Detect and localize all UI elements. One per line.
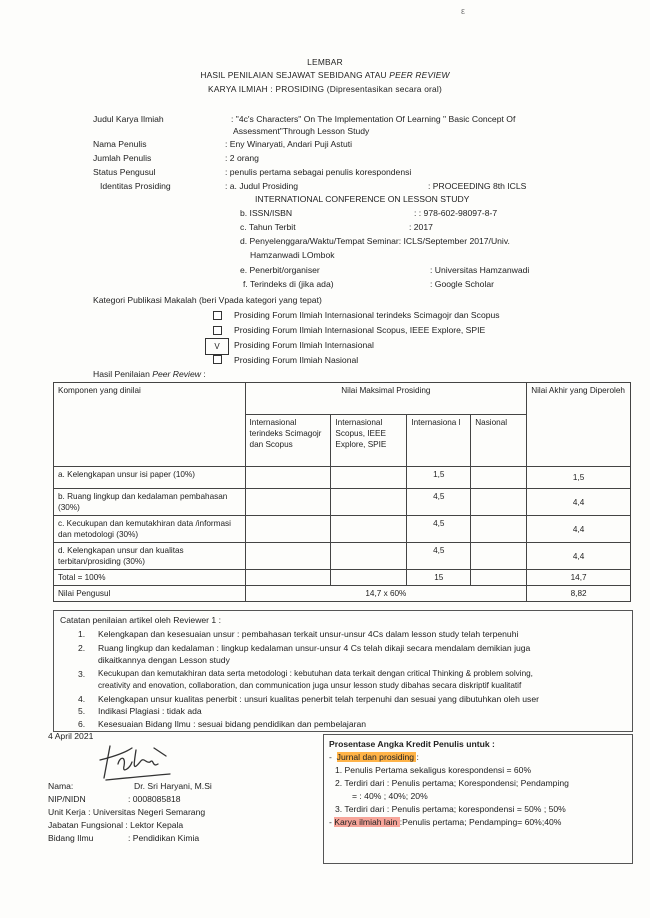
catatan-num-3: 3. (78, 669, 86, 679)
cell-akhir: 4,4 (527, 489, 631, 516)
table-row (54, 543, 631, 570)
cell (245, 543, 331, 570)
tahun-label: c. Tahun Terbit (240, 222, 296, 232)
row-label: a. Kelengkapan unsur isi paper (10%) (54, 467, 246, 489)
cell (245, 570, 331, 586)
reviewer-bidang-value: : Pendidikan Kimia (128, 833, 200, 843)
catatan-item-5: Indikasi Plagiasi : tidak ada (98, 706, 202, 716)
table-row (54, 489, 631, 516)
header-type: KARYA ILMIAH : PROSIDING (Dipresentasikan secara oral) (208, 84, 442, 94)
kredit-item-3: 3. Terdiri dari : Penulis pertama; korespondensi = 50% ; 50% (335, 804, 566, 814)
header-nilai-maksimal: Nilai Maksimal Prosiding (245, 383, 527, 415)
terindeks-value: : Google Scholar (430, 279, 495, 289)
catatan-item-2: Ruang lingkup dan kedalaman : lingkup kedalaman unsur-unsur 4 Cs telah dikaji secara mendalam demikian juga (98, 643, 531, 653)
reviewer-nip-label: NIP/NIDN (48, 794, 86, 804)
cell (471, 467, 527, 489)
cell-intl: 1,5 (407, 467, 471, 489)
nilai-formula: 14,7 x 60% (245, 586, 527, 602)
subheader-internasional: Internasiona l (407, 415, 471, 467)
signature (96, 738, 174, 784)
table-row-total (54, 570, 631, 586)
terindeks-label: f. Terindeks di (jika ada) (243, 279, 334, 289)
penerbit-value: : Universitas Hamzanwadi (430, 265, 530, 275)
header-komponen: Komponen yang dinilai (54, 383, 246, 467)
kredit-item-1: 1. Penulis Pertama sekaligus korespondensi = 60% (335, 765, 532, 775)
issn-label: b. ISSN/ISBN (240, 208, 293, 218)
catatan-num-6: 6. (78, 719, 86, 729)
kategori-checkbox-4[interactable] (213, 355, 222, 364)
header-nilai-akhir: Nilai Akhir yang Diperoleh (527, 383, 631, 467)
reviewer-nip-value: : 0008085818 (128, 794, 181, 804)
catatan-item-6: Kesesuaian Bidang Ilmu : sesuai bidang pendidikan dan pembelajaran (98, 719, 367, 729)
cell (245, 516, 331, 543)
kategori-option-2: Prosiding Forum Ilmiah Internasional Scopus, IEEE Explore, SPIE (234, 325, 486, 335)
cell (471, 489, 527, 516)
cell-intl: 4,5 (407, 489, 471, 516)
cell-intl: 4,5 (407, 543, 471, 570)
check-mark: V (214, 342, 220, 351)
cell (471, 516, 527, 543)
reviewer-nama-value: Dr. Sri Haryani, M.Si (134, 781, 212, 791)
total-intl: 15 (407, 570, 471, 586)
catatan-item-3: Kecukupan dan kemutakhiran data serta metodologi : kebutuhan data terkait dengan critical Thinking & problem solving, (98, 669, 533, 678)
row-label: d. Kelengkapan unsur dan kualitas terbitan/prosiding (30%) (54, 543, 246, 570)
reviewer-nama-label: Nama: (48, 781, 74, 791)
kredit-item-2-cont: = : 40% ; 40%; 20% (352, 791, 428, 801)
judul-label: Judul Karya Ilmiah (93, 114, 164, 124)
kategori-checkbox-2[interactable] (213, 326, 222, 335)
kredit-heading: Prosentase Angka Kredit Penulis untuk : (329, 739, 495, 749)
catatan-num-1: 1. (78, 629, 86, 639)
reviewer-bidang-label: Bidang Ilmu (48, 833, 94, 843)
table-row (54, 467, 631, 489)
date: 4 April 2021 (48, 731, 94, 741)
status-label: Status Pengusul (93, 167, 156, 177)
total-akhir: 14,7 (527, 570, 631, 586)
subheader-scimagojr: Internasional terindeks Scimagojr dan Scopus (245, 415, 331, 467)
cell (331, 570, 407, 586)
cell-akhir: 4,4 (527, 516, 631, 543)
tahun-value: : 2017 (409, 222, 433, 232)
reviewer-jabatan: Jabatan Fungsional : Lektor Kepala (48, 820, 184, 830)
cell (331, 543, 407, 570)
kategori-option-3: Prosiding Forum Ilmiah Internasional (234, 340, 374, 350)
cell (331, 489, 407, 516)
total-label: Total = 100% (54, 570, 246, 586)
header-subtitle: HASIL PENILAIAN SEJAWAT SEBIDANG ATAU PEER REVIEW (200, 70, 450, 80)
kategori-option-4: Prosiding Forum Ilmiah Nasional (234, 355, 359, 365)
hasil-label: Hasil Penilaian Peer Review : (93, 369, 206, 379)
catatan-item-4: Kelengkapan unsur kualitas penerbit : unsuri kualitas penerbit telah terpenuhi dan sesuai yang dibutuhkan oleh user (98, 694, 539, 704)
subheader-scopus: Internasional Scopus, IEEE Explore, SPIE (331, 415, 407, 467)
catatan-num-4: 4. (78, 694, 86, 704)
jumlah-value: : 2 orang (225, 153, 259, 163)
header-title: LEMBAR (307, 57, 343, 67)
row-label: b. Ruang lingkup dan kedalaman pembahasan (30%) (54, 489, 246, 516)
karya-highlight: Karya ilmiah lain (334, 817, 400, 827)
nilai-label: Nilai Pengusul (54, 586, 246, 602)
judul-prosiding-label: : a. Judul Prosiding (225, 181, 299, 191)
table-row-nilai (54, 586, 631, 602)
cell (245, 489, 331, 516)
kategori-checkbox-1[interactable] (213, 311, 222, 320)
status-value: : penulis pertama sebagai penulis korespondensi (225, 167, 412, 177)
nama-value: : Eny Winaryati, Andari Puji Astuti (225, 139, 353, 149)
subheader-nasional: Nasional (471, 415, 527, 467)
table-row (54, 516, 631, 543)
jurnal-highlight: Jurnal dan prosiding (336, 752, 417, 762)
cell (331, 467, 407, 489)
reviewer-unit: Unit Kerja : Universitas Negeri Semarang (48, 807, 206, 817)
penilaian-table (53, 382, 631, 602)
kredit-karya-line: - Karya ilmiah lain :Penulis pertama; Pendamping= 60%;40% (329, 817, 562, 827)
penyelenggara-value-cont: Hamzanwadi LOmbok (250, 250, 335, 260)
issn-value: : : 978-602-98097-8-7 (414, 208, 498, 218)
penyelenggara-label: d. Penyelenggara/Waktu/Tempat Seminar: ICLS/September 2017/Univ. (240, 236, 510, 246)
cell-akhir: 1,5 (527, 467, 631, 489)
row-label: c. Kecukupan dan kemutakhiran data /informasi dan metodologi (30%) (54, 516, 246, 543)
judul-value-cont: Assessment"Through Lesson Study (233, 126, 370, 136)
kategori-checkbox-3[interactable] (205, 338, 229, 355)
cell (331, 516, 407, 543)
kredit-jurnal-line: - Jurnal dan prosiding : (329, 752, 419, 762)
cell (245, 467, 331, 489)
judul-prosiding-value: : PROCEEDING 8th ICLS (428, 181, 527, 191)
catatan-item-3-cont: creativity and enovation, collaboration, dan communication juga unsur lesson study dibahas secara diskriptif kualitatif (98, 681, 522, 690)
nilai-akhir: 8,82 (527, 586, 631, 602)
catatan-item-1: Kelengkapan dan kesesuaian unsur : pembahasan terkait unsur-unsur 4Cs dalam lesson study telah terpenuhi (98, 629, 519, 639)
kategori-option-1: Prosiding Forum Ilmiah Internasional terindeks Scimagojr dan Scopus (234, 310, 500, 320)
kategori-heading: Kategori Publikasi Makalah (beri Vpada kategori yang tepat) (93, 295, 322, 305)
corner-mark: ε (461, 6, 466, 16)
catatan-num-2: 2. (78, 643, 86, 653)
cell-akhir: 4,4 (527, 543, 631, 570)
penerbit-label: e. Penerbit/organiser (240, 265, 320, 275)
judul-prosiding-value-cont: INTERNATIONAL CONFERENCE ON LESSON STUDY (255, 194, 470, 204)
catatan-item-2-cont: dikaitkannya dengan Lesson study (98, 655, 230, 665)
identitas-label: Identitas Prosiding (100, 181, 171, 191)
catatan-num-5: 5. (78, 706, 86, 716)
cell-intl: 4,5 (407, 516, 471, 543)
catatan-heading: Catatan penilaian artikel oleh Reviewer 1 : (60, 615, 221, 625)
jumlah-label: Jumlah Penulis (93, 153, 152, 163)
nama-label: Nama Penulis (93, 139, 147, 149)
cell (471, 543, 527, 570)
kredit-item-2: 2. Terdiri dari : Penulis pertama; Korespondensi; Pendamping (335, 778, 569, 788)
judul-value: : "4c's Characters" On The Implementation Of Learning " Basic Concept Of (231, 114, 516, 124)
cell (471, 570, 527, 586)
